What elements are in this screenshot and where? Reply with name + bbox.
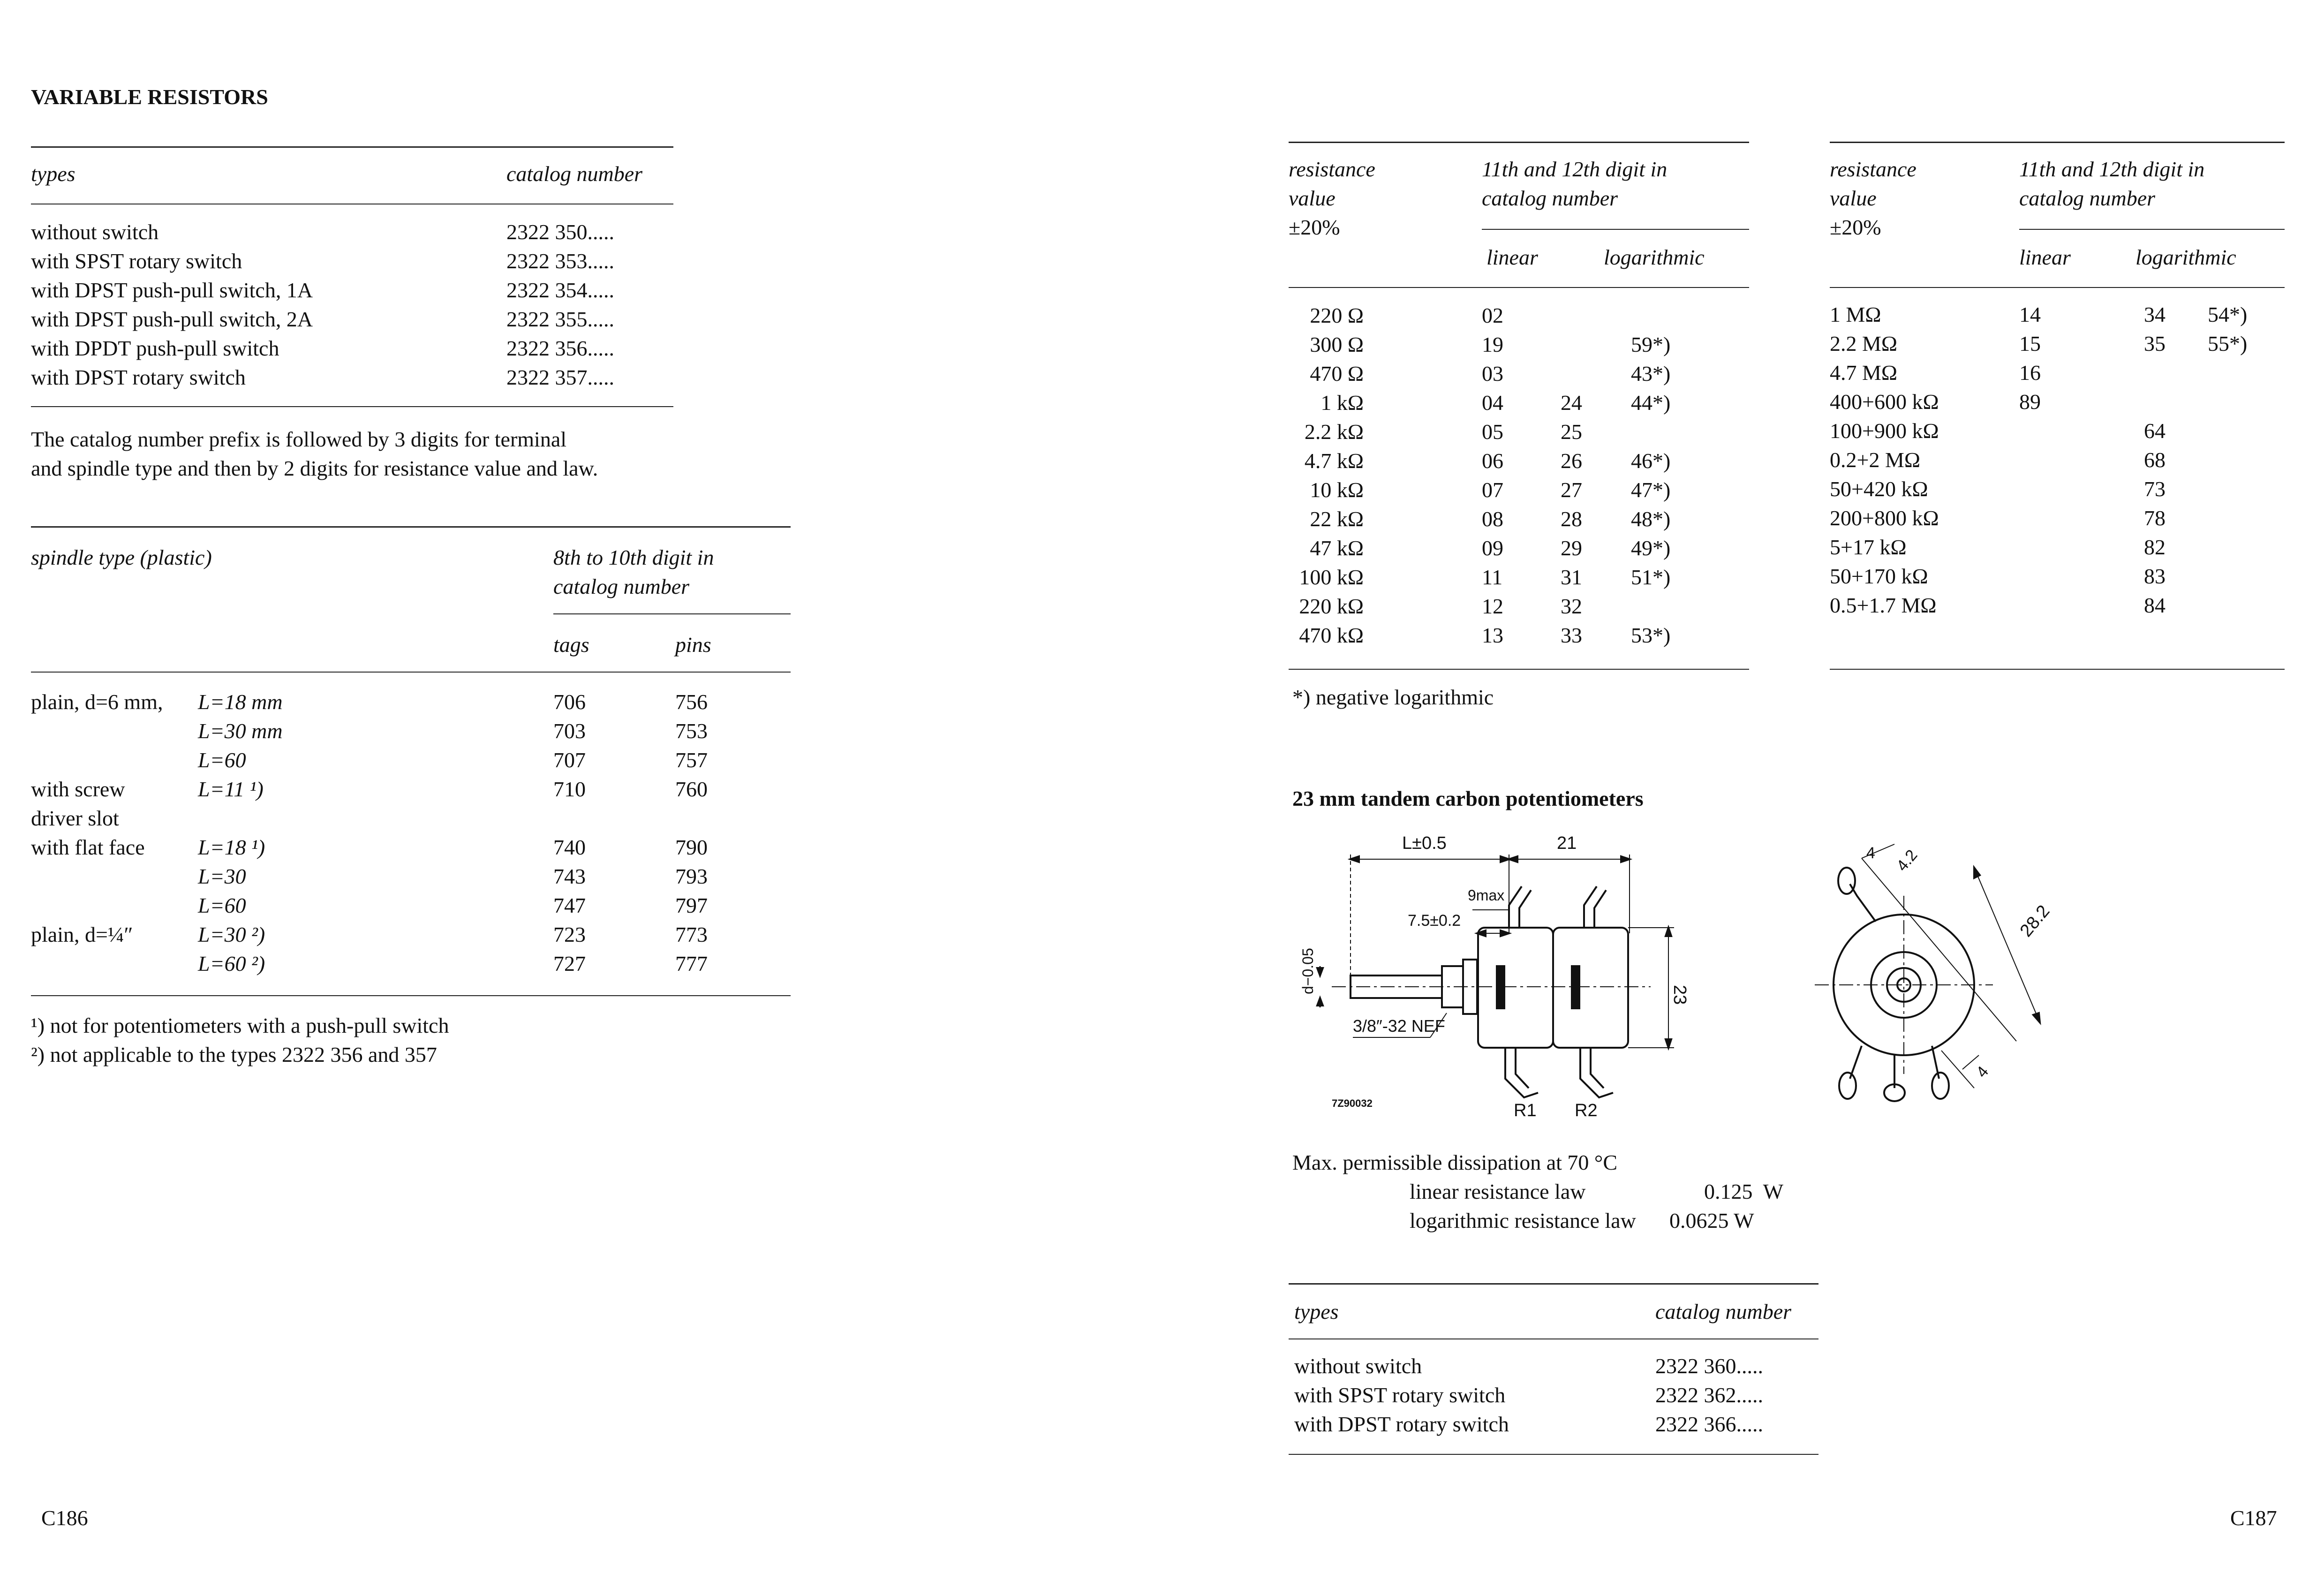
column-header: tags (553, 633, 589, 657)
table-row: 2.2 MΩ 15 35 55*) (1830, 332, 2248, 355)
column-header: resistance (1289, 157, 1375, 181)
dim-label: d−0.05 (1299, 948, 1316, 994)
table-rule (31, 526, 791, 528)
table-row: with flat face L=18 ¹) 740 790 (31, 835, 708, 859)
table-row: 300 Ω 19 59*) (1310, 333, 1671, 356)
negative-log-note: *) negative logarithmic (1292, 685, 1494, 709)
table-row: with SPST rotary switch 2322 353..... (31, 249, 614, 273)
table-row: 0.2+2 MΩ 68 (1830, 448, 2166, 472)
column-header: ±20% (1289, 215, 1340, 239)
column-header: value (1289, 186, 1336, 210)
table-row: 10 kΩ 07 27 47*) (1310, 478, 1671, 502)
table-row: with DPST rotary switch 2322 366..... (1294, 1412, 1763, 1436)
dim-label: 7.5±0.2 (1408, 912, 1461, 930)
dim-label: 21 (1557, 833, 1577, 853)
resistance-table-a-body (1289, 301, 1670, 650)
table-row: 470 Ω 03 43*) (1310, 362, 1671, 386)
column-header: catalog number (1655, 1300, 1792, 1323)
table-rule (1289, 1338, 1818, 1339)
prefix-note: and spindle type and then by 2 digits for resistance value and law. (31, 456, 598, 480)
thread-label: 3/8″-32 NEF (1353, 1016, 1445, 1036)
right-types-table-body (1294, 1352, 1763, 1439)
table-row: 5+17 kΩ 82 (1830, 535, 2166, 559)
dissipation-title: Max. permissible dissipation at 70 °C (1292, 1150, 1618, 1174)
dissipation-linear-label: linear resistance law (1410, 1180, 1586, 1203)
table-row: 4.7 MΩ 16 (1830, 361, 2041, 385)
column-header: catalog number (1482, 186, 1618, 210)
table-row: 2.2 kΩ 05 25 (1304, 420, 1582, 444)
column-header: resistance (1830, 157, 1917, 181)
page-number: C187 (2230, 1506, 2277, 1530)
section-title: 23 mm tandem carbon potentiometers (1292, 786, 1644, 810)
table-rule (2019, 229, 2285, 230)
column-header: 8th to 10th digit in (553, 545, 714, 569)
table-rule (1289, 1283, 1818, 1285)
column-header: logarithmic (2135, 245, 2236, 269)
types-table-body (31, 218, 614, 392)
table-rule (553, 613, 791, 614)
table-row: plain, d=6 mm, L=18 mm 706 756 (31, 690, 708, 714)
column-header: linear (2019, 245, 2071, 269)
dim-label: 4 (1973, 1063, 1992, 1081)
dissipation-linear-value: 0.125 W (1704, 1180, 1784, 1203)
footnote: ¹) not for potentiometers with a push-pull switch (31, 1013, 449, 1037)
table-row: with DPST push-pull switch, 1A 2322 354..... (31, 278, 614, 302)
column-header: catalog number (553, 575, 690, 598)
dim-label: 23 (1670, 985, 1690, 1005)
r1-label: R1 (1514, 1101, 1537, 1120)
column-header: catalog number (2019, 186, 2156, 210)
column-header: types (31, 162, 75, 186)
resistance-table-b-body (1830, 300, 2247, 620)
table-row: 50+170 kΩ 83 (1830, 564, 2166, 588)
table-row: 4.7 kΩ 06 26 46*) (1304, 449, 1671, 473)
dissipation-log-label: logarithmic resistance law (1410, 1209, 1636, 1233)
table-row: 470 kΩ 13 33 53*) (1299, 623, 1671, 647)
dim-label: 4.2 (1893, 846, 1921, 875)
table-row: with screw L=11 ¹) 710 760 (31, 777, 708, 801)
dim-label: L±0.5 (1402, 833, 1447, 853)
table-rule (1289, 669, 1749, 670)
table-rule (1830, 287, 2285, 288)
table-row: 100+900 kΩ 64 (1830, 419, 2166, 443)
footnote: ²) not applicable to the types 2322 356 and 357 (31, 1043, 437, 1066)
column-header: linear (1486, 245, 1538, 269)
table-row: without switch 2322 360..... (1294, 1354, 1763, 1378)
table-row: with DPDT push-pull switch 2322 356..... (31, 336, 614, 360)
page-title: VARIABLE RESISTORS (31, 85, 268, 109)
table-rule (1830, 142, 2285, 143)
table-row: 50+420 kΩ 73 (1830, 477, 2166, 501)
table-row: without switch 2322 350..... (31, 220, 614, 244)
table-row: 220 kΩ 12 32 (1299, 594, 1582, 618)
dissipation-log-value: 0.0625 W (1669, 1209, 1754, 1233)
table-row: 47 kΩ 09 29 49*) (1310, 536, 1671, 560)
table-row: driver slot (31, 806, 119, 830)
table-rule (1830, 669, 2285, 670)
r2-label: R2 (1575, 1101, 1598, 1120)
table-row: L=60 707 757 (198, 748, 708, 772)
table-rule (31, 146, 673, 148)
table-row: with SPST rotary switch 2322 362..... (1294, 1383, 1763, 1407)
tandem-potentiometer-drawing (1285, 825, 2223, 1135)
column-header: ±20% (1830, 215, 1881, 239)
column-header: catalog number (506, 162, 643, 186)
dim-label: 9max (1468, 887, 1505, 904)
dim-label: 28.2 (2016, 901, 2054, 941)
column-header: value (1830, 186, 1877, 210)
table-row: 100 kΩ 11 31 51*) (1299, 565, 1671, 589)
drawing-ref: 7Z90032 (1332, 1097, 1373, 1109)
table-row: with DPST rotary switch 2322 357..... (31, 365, 614, 389)
table-row: 1 kΩ 04 24 44*) (1320, 391, 1671, 415)
table-row: 220 Ω 02 (1310, 303, 1503, 327)
table-row: 22 kΩ 08 28 48*) (1310, 507, 1671, 531)
page-number: C186 (41, 1506, 88, 1530)
table-row: 1 MΩ 14 34 54*) (1830, 302, 2248, 326)
dim-label: 4 (1866, 844, 1875, 862)
table-row: L=60 ²) 727 777 (198, 952, 708, 975)
table-rule (1289, 1454, 1818, 1455)
spindle-table-body (31, 688, 708, 978)
table-row: plain, d=¼″ L=30 ²) 723 773 (31, 923, 708, 946)
table-row: 200+800 kΩ 78 (1830, 506, 2166, 530)
table-row: with DPST push-pull switch, 2A 2322 355..... (31, 307, 614, 331)
table-rule (1482, 229, 1749, 230)
table-rule (31, 995, 791, 996)
table-row: 400+600 kΩ 89 (1830, 390, 2041, 414)
table-rule (1289, 287, 1749, 288)
table-row: L=30 743 793 (198, 864, 708, 888)
table-row: L=60 747 797 (198, 893, 708, 917)
column-header: 11th and 12th digit in (1482, 157, 1668, 181)
column-header: 11th and 12th digit in (2019, 157, 2205, 181)
column-header: types (1294, 1300, 1339, 1323)
table-row: 0.5+1.7 MΩ 84 (1830, 593, 2166, 617)
prefix-note: The catalog number prefix is followed by 3 digits for terminal (31, 427, 567, 451)
table-rule (31, 406, 673, 407)
table-row: L=30 mm 703 753 (198, 719, 708, 743)
table-rule (1289, 142, 1749, 143)
column-header: spindle type (plastic) (31, 545, 212, 569)
table-rule (31, 672, 791, 673)
column-header: pins (675, 633, 711, 657)
column-header: logarithmic (1604, 245, 1705, 269)
